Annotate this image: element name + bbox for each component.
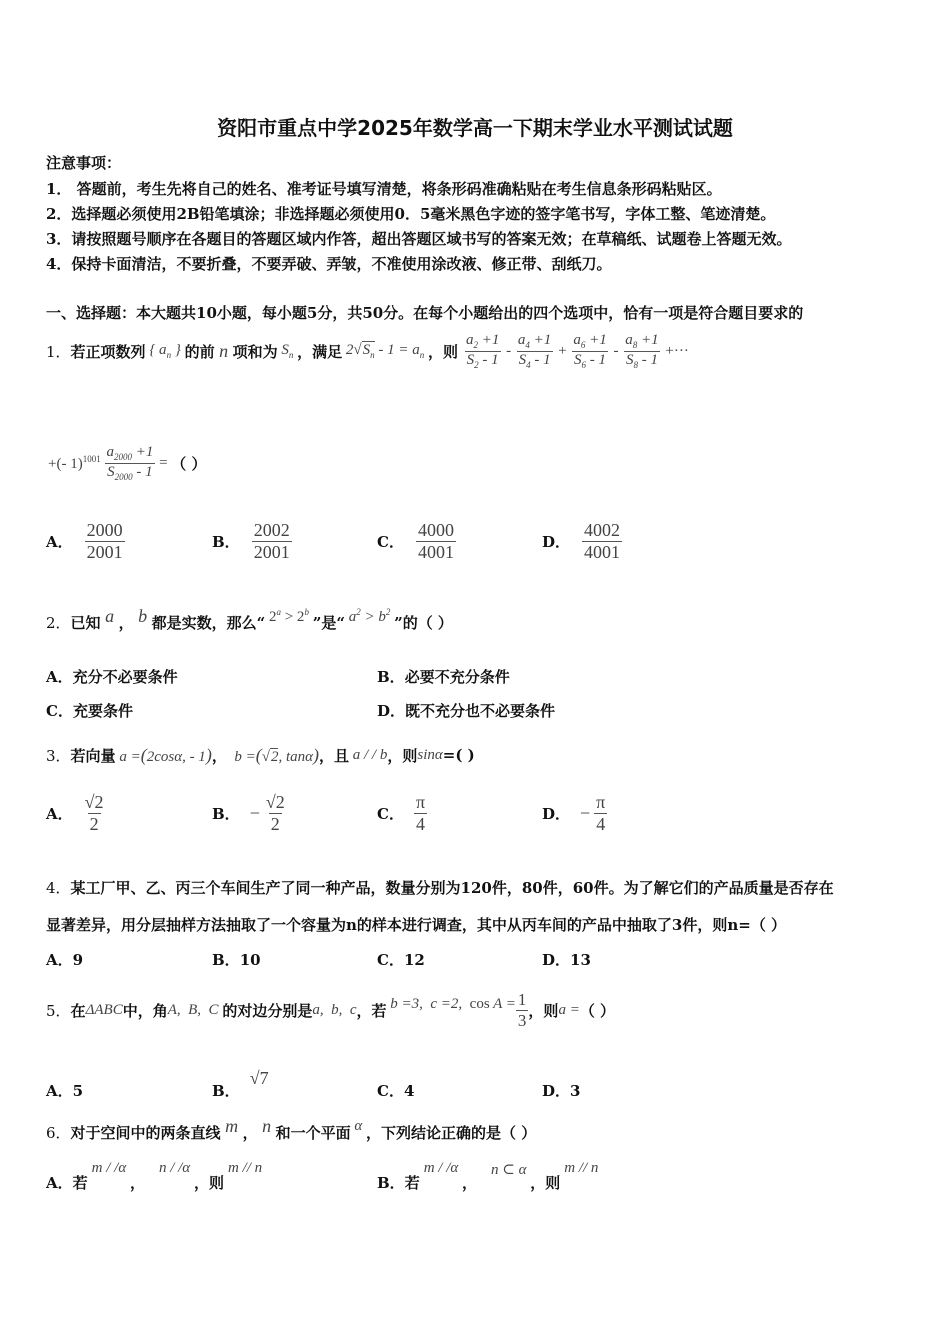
q2-option-c: C．充要条件 — [46, 702, 133, 720]
q1-text-4: ，满足 — [297, 342, 343, 361]
question-5: 5． 在 ΔABC 中，角 A, B, C 的对边分别是 a, b, c ，若 b =3, c =2, cos A = $\frac{1}{3}$ ，则 a = （ ） — [46, 989, 616, 1030]
q2-option-a: A．充分不必要条件 — [46, 668, 178, 686]
q2-option-d: D．既不充分也不必要条件 — [377, 702, 556, 720]
q1-option-d: D． $\frac{4002}{4001}$ — [542, 520, 621, 562]
q5-triangle: ΔABC — [85, 1001, 123, 1018]
q1-option-c: C． $\frac{4000}{4001}$ — [377, 520, 454, 562]
q3-option-a: A． $\frac{√2}{2}$ — [46, 792, 104, 834]
q5-option-a: A．5 — [46, 1082, 84, 1100]
q1-series-tail: +(- 1)$^{1001}$ $\frac{a_{2000} +1}{S_{2000} - 1}$ = （ ） — [48, 444, 207, 482]
q4-option-a: A．9 — [46, 951, 84, 969]
question-1 — [46, 326, 689, 376]
notice-item-2: 2．选择题必须使用2B铅笔填涂；非选择题必须使用0．5毫米黑色字迹的签字笔书写，字体工整、笔迹清楚。 — [46, 205, 776, 223]
q1-condition: $2√S_n - 1 = a_n$ — [342, 342, 425, 360]
q1-text-1: 若正项数列 — [70, 342, 146, 361]
q1-sign-term: +(- 1)$^{1001}$ — [48, 453, 101, 472]
page-title: 资阳市重点中学2025年数学高一下期末学业水平测试试题 — [217, 116, 733, 140]
q2-var-a: a — [100, 606, 119, 626]
notice-item-4: 4．保持卡面清洁，不要折叠，不要弄破、弄皱，不准使用涂改液、修正带、刮纸刀。 — [46, 255, 612, 273]
notice-item-3: 3．请按照题号顺序在各题目的答题区域内作答，超出答题区域书写的答案无效；在草稿纸、试题卷上答题无效。 — [46, 230, 792, 248]
q6-line-n: n — [257, 1116, 276, 1136]
q2-condition-1: $2^a > 2^b$ — [265, 607, 309, 625]
q2-condition-2: $a^2 > b^2$ — [344, 607, 391, 625]
q4-option-c: C．12 — [377, 951, 425, 969]
notice-item-1: 1． 答题前，考生先将自己的姓名、准考证号填写清楚，将条形码准确粘贴在考生信息条形码粘贴区。 — [46, 180, 722, 198]
q1-text-2: 的前 — [184, 342, 215, 361]
q3-sin-alpha: sinα — [417, 746, 443, 763]
q1-last-fraction: $\frac{a_{2000} +1}{S_{2000} - 1}$ — [106, 444, 154, 482]
question-2: 2． 已知 a ， b 都是实数，那么“ $2^a > 2^b$ ”是“ $a^2 > b^2$ ”的（ ） — [46, 606, 453, 632]
q3-vector-b: b =(√2, tanα) — [226, 744, 319, 765]
q3-parallel: a / / b — [349, 746, 388, 763]
q1-var-sn: $S_n$ — [277, 342, 294, 360]
q1-seq-an: { $a_n$ } — [145, 342, 185, 360]
q6-option-b: B． 若 m / /α ， n ⊂ α ，则 m // n — [377, 1160, 599, 1192]
question-4-line-2: 显著差异，用分层抽样方法抽取了一个容量为n的样本进行调查，其中从丙车间的产品中抽取了3件，则n=（ ） — [46, 916, 787, 934]
q1-var-n: n — [214, 340, 233, 361]
q5-cos-fraction: $\frac{1}{3}$ — [517, 989, 527, 1030]
q3-vector-a: a =(2cosα, - 1) — [115, 744, 212, 765]
q1-series: $\frac{a_2 +1}{S_2 - 1}$ - $\frac{a_4 +1}{S_4 - 1}$ + $\frac{a_6 +1}{S_6 - 1}$ - $\frac{a_8 +1}{S_8 - 1}$ +··· — [465, 332, 689, 370]
section-heading: 一、选择题：本大题共10小题，每小题5分，共50分。在每个小题给出的四个选项中，恰有一项是符合题目要求的 — [46, 304, 804, 322]
q5-sides: a, b, c — [312, 1001, 357, 1018]
q5-var-a: a = — [558, 1001, 580, 1018]
q5-angles: A, B, C — [167, 1001, 223, 1018]
question-4: 4．某工厂甲、乙、丙三个车间生产了同一种产品，数量分别为120件，80件，60件。为了解它们的产品质量是否存在 — [46, 879, 834, 897]
notice-heading: 注意事项： — [46, 154, 122, 172]
q5-condition: b =3, c =2, cos A = — [386, 995, 516, 1012]
q2-var-b: b — [133, 606, 152, 626]
q2-option-b: B．必要不充分条件 — [377, 668, 510, 686]
q6-line-m: m — [220, 1116, 243, 1136]
q1-text-5: ，则 — [427, 342, 458, 361]
q1-number: 1． — [46, 342, 71, 361]
question-3: 3． 若向量 a =(2cosα, - 1) ， b =(√2, tanα) ，且 a / / b ，则 sinα =( ) — [46, 744, 475, 765]
q5-option-b: B． √7 — [212, 1068, 269, 1100]
q3-option-c: C． $\frac{\pi}{4}$ — [377, 792, 426, 834]
q3-option-b: B． − $\frac{√2}{2}$ — [212, 792, 285, 834]
q6-plane-alpha: α — [350, 1118, 366, 1134]
q4-option-d: D．13 — [542, 951, 591, 969]
q3-option-d: D． − $\frac{\pi}{4}$ — [542, 792, 606, 834]
q1-option-a: A． $\frac{2000}{2001}$ — [46, 520, 123, 562]
q5-option-d: D．3 — [542, 1082, 581, 1100]
q5-option-c: C．4 — [377, 1082, 415, 1100]
q1-tail: （ ） — [171, 454, 207, 473]
q1-text-3: 项和为 — [232, 342, 278, 361]
q4-option-b: B．10 — [212, 951, 261, 969]
question-6: 6． 对于空间中的两条直线 m ， n 和一个平面 α ，下列结论正确的是（ ） — [46, 1116, 537, 1142]
q1-option-b: B． $\frac{2002}{2001}$ — [212, 520, 290, 562]
q6-option-a: A． 若 m / /α ， n / /α ，则 m // n — [46, 1160, 263, 1192]
